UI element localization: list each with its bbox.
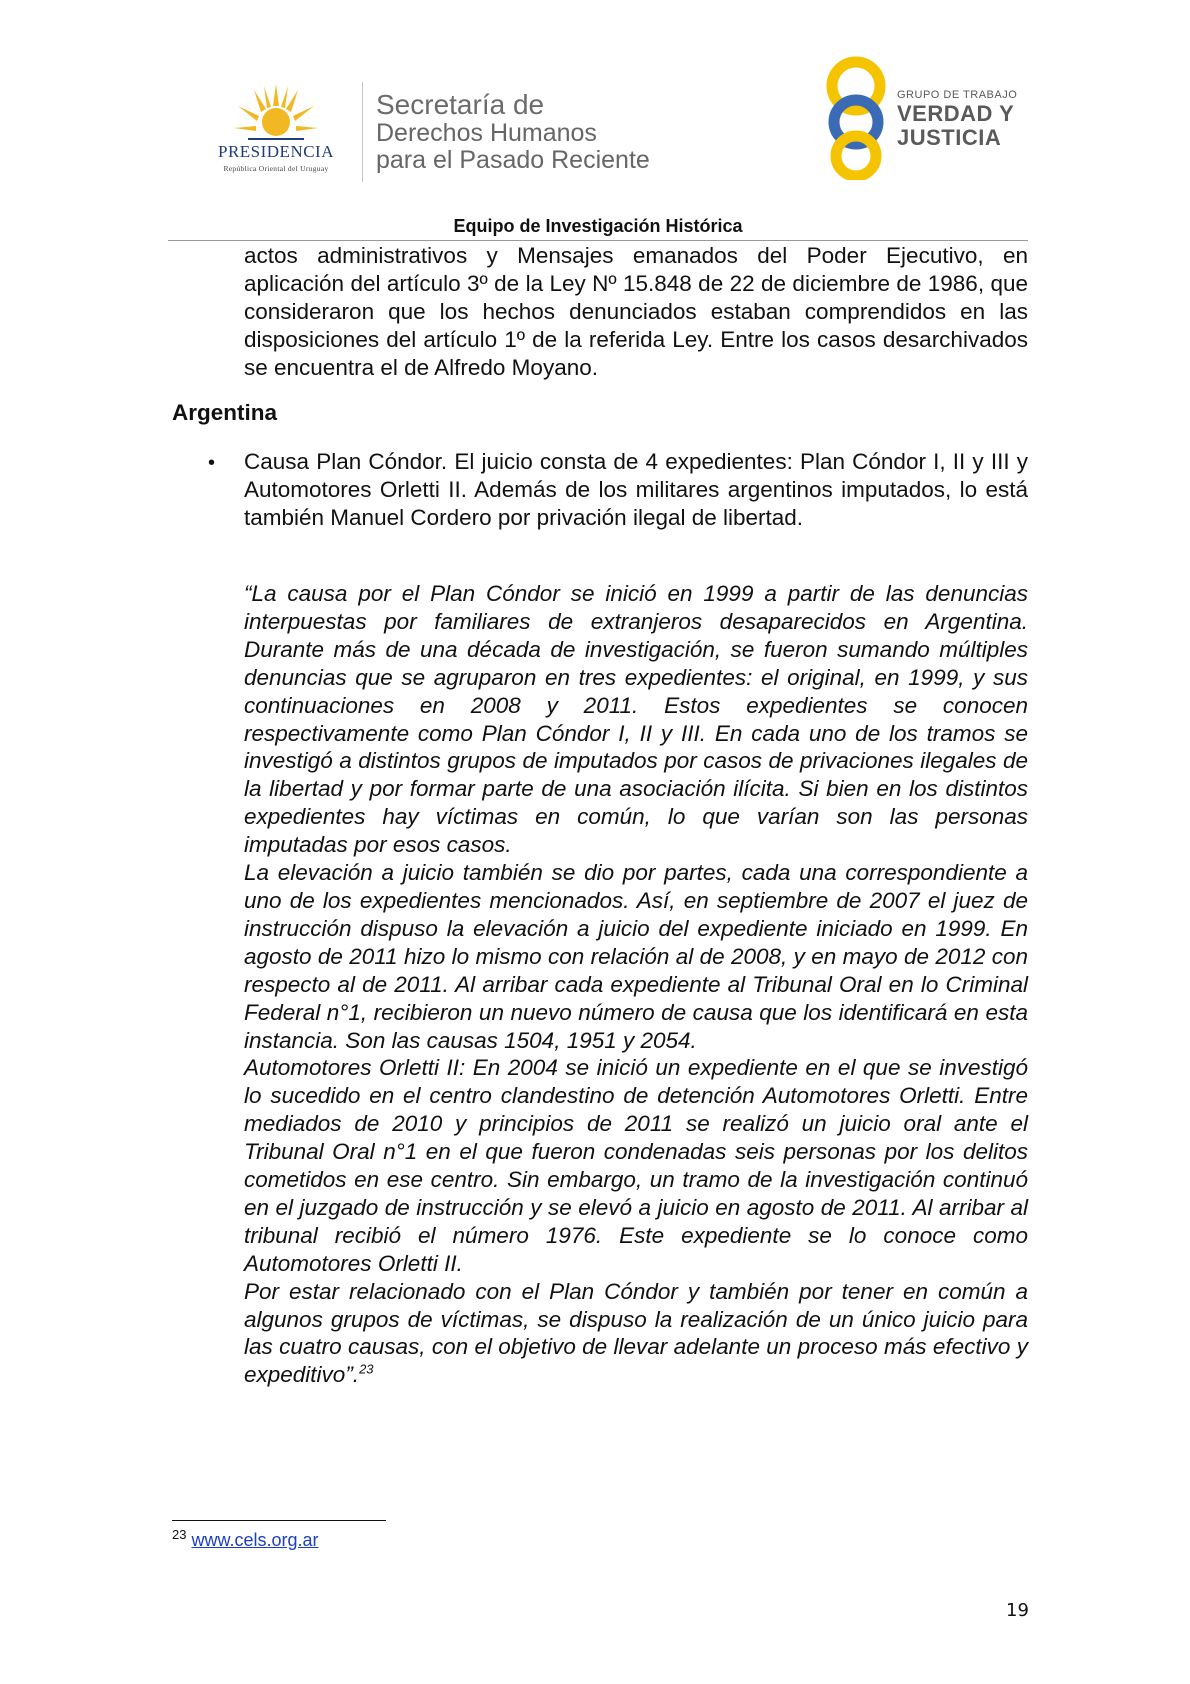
footnote-reference: 23 bbox=[359, 1361, 374, 1377]
quote-paragraph-4: Por estar relacionado con el Plan Cóndor y también por tener en común a algunos grupos de víctimas, se dispuso la realización de un único juicio para las cuatro causas, con el objetivo de llevar adelante un proceso más efectivo y expeditivo”. bbox=[244, 1278, 1028, 1388]
quote-block bbox=[244, 580, 1028, 1389]
header-rule bbox=[168, 240, 1028, 241]
presidencia-name: PRESIDENCIA bbox=[217, 142, 334, 161]
grupo-line-3: JUSTICIA bbox=[897, 125, 1002, 150]
sun-emblem-icon bbox=[234, 82, 318, 146]
page-header-title: Equipo de Investigación Histórica bbox=[453, 216, 743, 236]
page-number: 19 bbox=[1006, 1600, 1029, 1621]
presidencia-subtitle: República Oriental del Uruguay bbox=[223, 164, 329, 173]
footnote-number: 23 bbox=[172, 1527, 187, 1542]
quote-paragraph-3: Automotores Orletti II: En 2004 se inició un expediente en el que se investigó lo sucedido en el centro clandestino de detención Automotores Orletti. Entre mediados de 2010 y principios de 2011 se realizó un juicio oral ante el Tribunal Oral n°1 en el que fueron condenadas seis personas por los delitos cometidos en ese centro. Sin embargo, un tramo de la investigación continuó en el juzgado de instrucción y se elevó a juicio en agosto de 2011. Al arribar al tribunal recibió el número 1976. Este expediente se lo conoce como Automotores Orletti II. bbox=[244, 1055, 1028, 1276]
section-heading-argentina: Argentina bbox=[172, 400, 278, 425]
verdad-justicia-text bbox=[897, 88, 1017, 150]
bullet-causa-plan-condor: Causa Plan Cóndor. El juicio consta de 4 expedientes: Plan Cóndor I, II y III y Automotores Orletti II. Además de los militares argentinos imputados, lo está también Manuel Cordero por privación ilegal de libertad. bbox=[244, 449, 1028, 530]
presidencia-logo bbox=[196, 82, 356, 182]
grupo-line-1: GRUPO DE TRABAJO bbox=[897, 89, 1018, 101]
footnote bbox=[172, 1527, 319, 1551]
quote-paragraph-2: La elevación a juicio también se dio por partes, cada una correspondiente a uno de los expedientes mencionados. Así, en septiembre de 2007 el juez de instrucción dispuso la elevación a juicio del expediente iniciado en 1999. En agosto de 2011 hizo lo mismo con relación al de 2008, y en mayo de 2012 con respecto al de 2011. Al arribar cada expediente al Tribunal Oral en lo Criminal Federal n°1, recibieron un nuevo número de causa que los identificará en esta instancia. Son las causas 1504, 1951 y 2054. bbox=[244, 860, 1028, 1053]
bullet-marker: • bbox=[208, 452, 216, 474]
footnote-rule bbox=[172, 1520, 386, 1521]
footnote-link[interactable]: www.cels.org.ar bbox=[191, 1530, 319, 1550]
secretaria-line-3: para el Pasado Reciente bbox=[376, 146, 650, 174]
quote-paragraph-1: “La causa por el Plan Cóndor se inició en 1999 a partir de las denuncias interpuestas por familiares de extranjeros desaparecidos en Argentina. Durante más de una década de investigación, se fueron sumando múltiples denuncias que se agruparon en tres expedientes: el original, en 1999, y sus continuaciones en 2008 y 2011. Estos expedientes se conocen respectivamente como Plan Cóndor I, II y III. En cada uno de los tramos se investigó a distintos grupos de imputados por casos de privaciones ilegales de la libertad y por formar parte de una asociación ilícita. Si bien en los distintos expedientes hay víctimas en común, lo que varían son las personas imputadas por esos casos. bbox=[244, 581, 1028, 858]
secretaria-line-2: Derechos Humanos bbox=[376, 119, 597, 147]
secretaria-line-1: Secretaría de bbox=[376, 89, 545, 120]
secretaria-logo-text bbox=[376, 90, 650, 174]
header-divider bbox=[362, 82, 363, 182]
paragraph-leyes: actos administrativos y Mensajes emanados del Poder Ejecutivo, en aplicación del artículo 3º de la Ley Nº 15.848 de 22 de diciembre de 1986, que consideraron que los hechos denunciados estaban comprendidos en las disposiciones del artículo 1º de la referida Ley. Entre los casos desarchivados se encuentra el de Alfredo Moyano. bbox=[244, 243, 1028, 380]
grupo-line-2: VERDAD Y bbox=[897, 101, 1015, 126]
